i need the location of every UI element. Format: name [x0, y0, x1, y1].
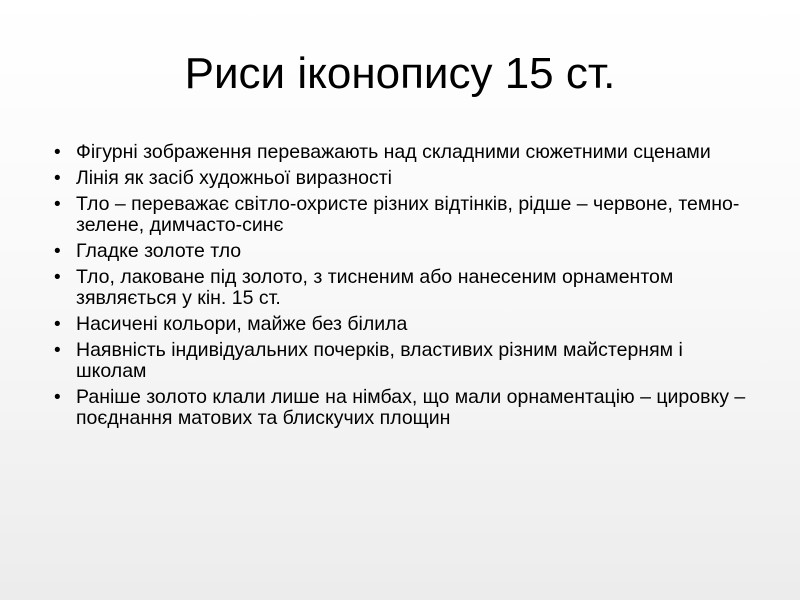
bullet-dot-icon: • — [54, 267, 61, 288]
bullet-text: Тло, лаковане під золото, з тисненим або нанесеним орнаментом зявляється у кін. 15 ст. — [76, 266, 674, 309]
bullet-item — [54, 267, 754, 309]
bullet-text: Лінія як засіб художньої виразності — [76, 167, 392, 189]
bullet-item — [54, 168, 754, 189]
bullet-dot-icon: • — [54, 194, 61, 215]
bullet-item — [54, 142, 754, 163]
bullet-dot-icon: • — [54, 168, 61, 189]
bullet-item — [54, 241, 754, 262]
bullet-dot-icon: • — [54, 142, 61, 163]
bullet-text: Тло – переважає світло-охристе різних відтінків, рідше – червоне, темно-зелене, димчасто-синє — [76, 193, 740, 236]
bullet-text: Фігурні зображення переважають над складними сюжетними сценами — [76, 141, 711, 163]
bullet-dot-icon: • — [54, 340, 61, 361]
bullet-text: Раніше золото клали лише на німбах, що мали орнаментацію – цировку – поєднання матових та блискучих площин — [76, 386, 746, 429]
bullet-text: Насичені кольори, майже без білила — [76, 313, 408, 335]
bullet-dot-icon: • — [54, 387, 61, 408]
bullet-text: Гладке золоте тло — [76, 240, 242, 262]
bullet-item — [54, 387, 754, 429]
bullet-item — [54, 314, 754, 335]
bullet-list — [54, 142, 754, 434]
bullet-dot-icon: • — [54, 241, 61, 262]
bullet-dot-icon: • — [54, 314, 61, 335]
bullet-item — [54, 194, 754, 236]
bullet-item — [54, 340, 754, 382]
bullet-text: Наявність індивідуальних почерків, властивих різним майстерням і школам — [76, 339, 683, 382]
slide-title: Риси іконопису 15 ст. — [184, 49, 616, 98]
